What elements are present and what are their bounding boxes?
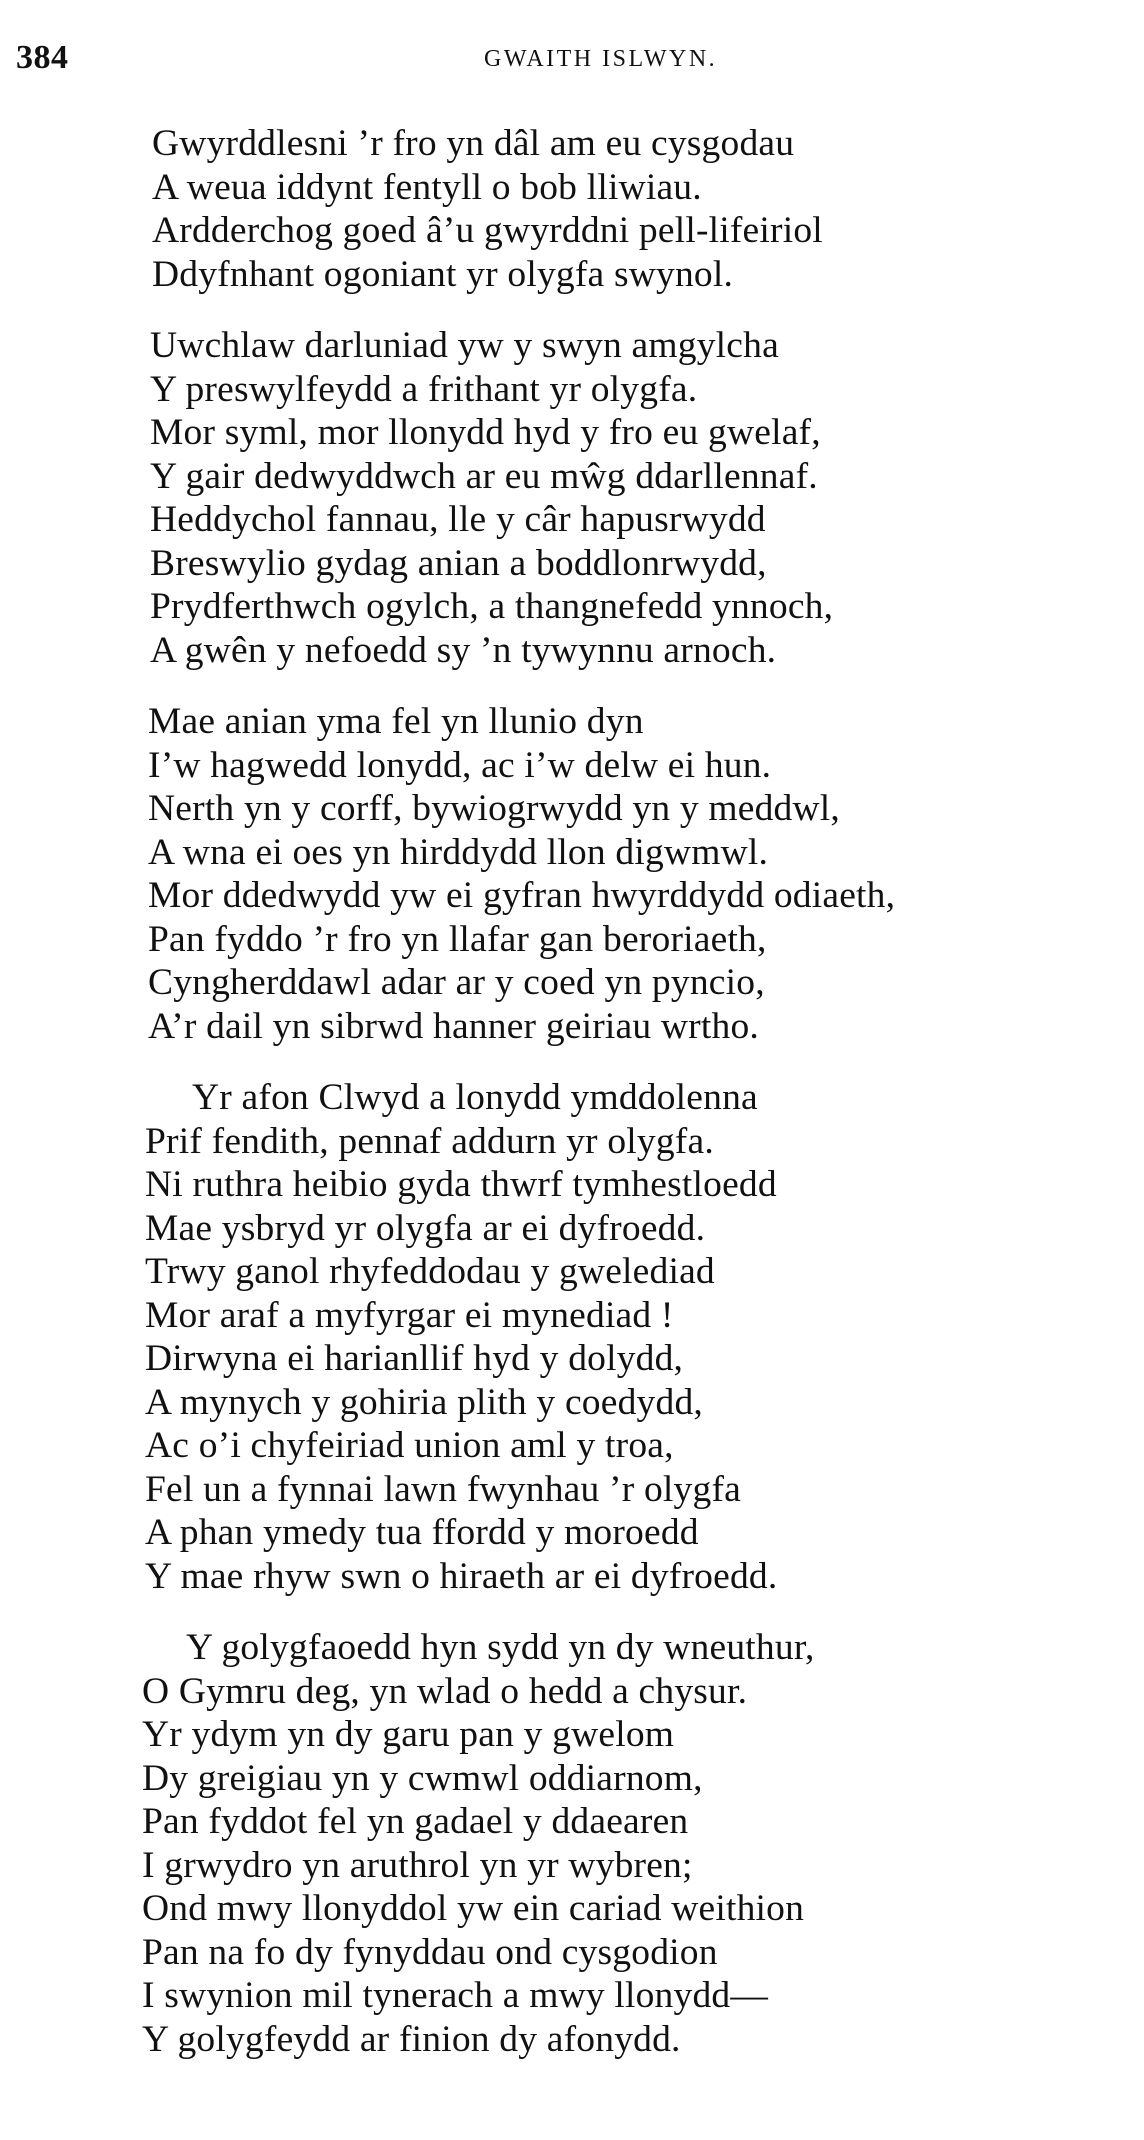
poem-line: Trwy ganol rhyfeddodau y gwelediad [145,1251,715,1292]
poem-line: A mynych y gohiria plith y coedydd, [145,1381,703,1423]
poem-line: Y preswylfeydd a frithant yr olygfa. [150,368,698,410]
stanza-3 [0,700,1144,1048]
poem-line: Mor araf a myfyrgar ei mynediad ! [145,1294,674,1336]
running-head [0,38,1144,78]
poem-line: A weua iddynt fentyll o bob lliwiau. [152,166,702,208]
poem-line: A wna ei oes yn hirddydd llon digwmwl. [148,831,769,873]
poem-line: Mae ysbryd yr olygfa ar ei dyfroedd. [145,1207,706,1249]
poem-line: Mor syml, mor llonydd hyd y fro eu gwelaf, [150,412,821,453]
poem-line: Ond mwy llonyddol yw ein cariad weithion [142,1888,805,1929]
poem-line: Mae anian yma fel yn llunio dyn [148,701,644,742]
poem-line: O Gymru deg, yn wlad o hedd a chysur. [142,1670,748,1712]
stanza-1 [0,122,1144,296]
poem-line: Cyngherddawl adar ar y coed yn pyncio, [148,962,765,1003]
poem-line: Pan na fo dy fynyddau ond cysgodion [142,1931,718,1973]
poem-line: Heddychol fannau, lle y câr hapusrwydd [150,499,766,540]
page-number: 384 [16,39,69,76]
poem-line: Pan fyddo ’r fro yn llafar gan beroriaeth, [148,918,767,960]
poem-line: Y gair dedwyddwch ar eu mŵg ddarllennaf. [150,455,818,497]
poem-line: Ardderchog goed â’u gwyrddni pell-lifeiriol [152,210,823,251]
poem-line: I’w hagwedd lonydd, ac i’w delw ei hun. [148,744,772,786]
poem-line: Fel un a fynnai lawn fwynhau ’r olygfa [145,1468,741,1510]
poem-line: Dy greigiau yn y cwmwl oddiarnom, [142,1757,703,1799]
poem-line: Pan fyddot fel yn gadael y ddaearen [142,1801,689,1842]
poem-line: Prydferthwch ogylch, a thangnefedd ynnoch, [150,586,834,627]
running-title: GWAITH ISLWYN. [484,46,718,72]
poem-line: Mor ddedwydd yw ei gyfran hwyrddydd odiaeth, [148,875,896,916]
poem-line: Ac o’i chyfeiriad union aml y troa, [145,1425,674,1466]
stanza-5 [0,1626,1144,2061]
poem-line: I swynion mil tynerach a mwy llonydd— [142,1975,769,2016]
poem-line: Ddyfnhant ogoniant yr olygfa swynol. [152,253,734,295]
stanza-4 [0,1076,1144,1598]
poem-line: Yr ydym yn dy garu pan y gwelom [142,1714,675,1755]
poem-line: Nerth yn y corff, bywiogrwydd yn y meddwl, [148,788,840,829]
poem-body [0,122,1144,2089]
poem-line: Dirwyna ei harianllif hyd y dolydd, [145,1338,684,1379]
poem-line: Uwchlaw darluniad yw y swyn amgylcha [150,325,779,366]
poem-line: Y mae rhyw swn o hiraeth ar ei dyfroedd. [145,1555,778,1597]
poem-line: A’r dail yn sibrwd hanner geiriau wrtho. [148,1005,759,1047]
poem-line: A gwên y nefoedd sy ’n tywynnu arnoch. [150,629,777,671]
poem-line: Gwyrddlesni ’r fro yn dâl am eu cysgodau [152,123,795,164]
poem-line: A phan ymedy tua ffordd y moroedd [145,1512,699,1553]
poem-line: I grwydro yn aruthrol yn yr wybren; [142,1844,693,1886]
stanza-2 [0,324,1144,672]
poem-line: Y golygfeydd ar finion dy afonydd. [142,2018,681,2060]
poem-line: Yr afon Clwyd a lonydd ymddolenna [192,1077,758,1118]
poem-line: Prif fendith, pennaf addurn yr olygfa. [145,1120,714,1162]
poem-line: Y golygfaoedd hyn sydd yn dy wneuthur, [186,1627,815,1668]
poem-line: Ni ruthra heibio gyda thwrf tymhestloedd [145,1164,777,1205]
poem-line: Breswylio gydag anian a boddlonrwydd, [150,542,767,584]
